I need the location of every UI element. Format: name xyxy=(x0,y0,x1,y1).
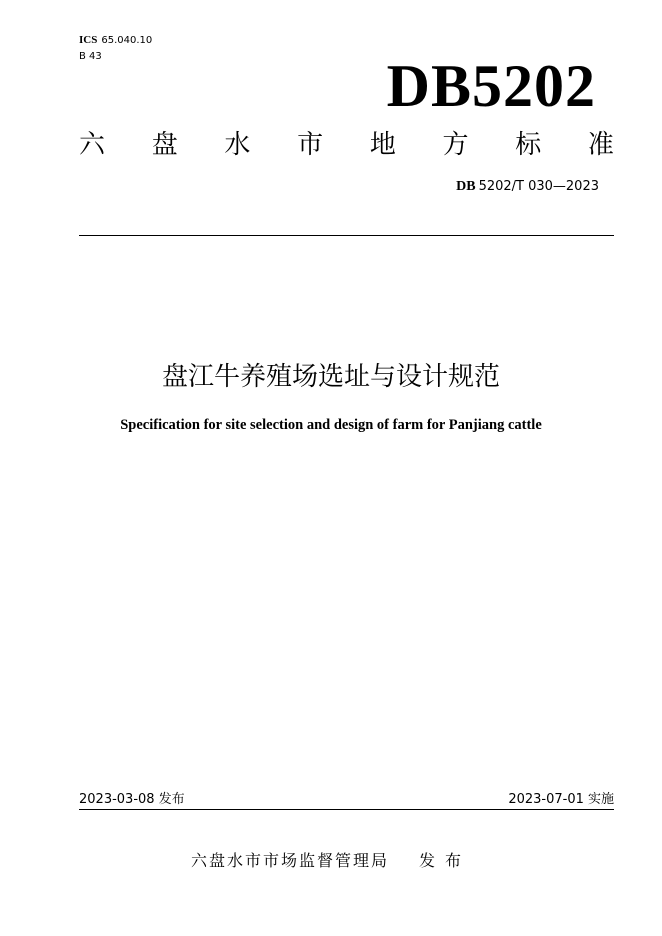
header-divider xyxy=(79,235,614,236)
document-title-chinese: 盘江牛养殖场选址与设计规范 xyxy=(161,362,500,392)
standard-number-prefix: DB xyxy=(456,179,476,194)
ccs-classification: B 43 xyxy=(79,51,102,62)
standard-type-char: 市 xyxy=(297,130,324,160)
issue-word: 发布 xyxy=(419,851,472,870)
ics-classification xyxy=(79,33,152,48)
release-date: 2023-03-08 发布 xyxy=(79,792,185,807)
standard-type-char: 标 xyxy=(515,130,542,160)
standard-type-char: 水 xyxy=(224,130,251,160)
document-title-english: Specification for site selection and design of farm for Panjiang cattle xyxy=(120,417,542,433)
standard-number-value: 5202/T 030—2023 xyxy=(478,179,599,194)
standard-type-char: 六 xyxy=(79,130,106,160)
standard-type-char: 盘 xyxy=(151,130,178,160)
ics-label: ICS xyxy=(79,34,98,46)
standard-type-heading xyxy=(79,128,614,162)
issuer-line xyxy=(0,850,662,872)
standard-type-char: 方 xyxy=(442,130,469,160)
standard-logo: DB5202 xyxy=(386,53,596,119)
standard-number xyxy=(456,178,599,196)
ics-code: 65.040.10 xyxy=(101,35,153,46)
implementation-date: 2023-07-01 实施 xyxy=(508,792,614,807)
standard-type-char: 地 xyxy=(369,130,396,160)
standard-type-char: 准 xyxy=(587,130,614,160)
issuing-authority: 六盘水市市场监督管理局 xyxy=(190,851,389,870)
footer-divider xyxy=(79,809,614,810)
